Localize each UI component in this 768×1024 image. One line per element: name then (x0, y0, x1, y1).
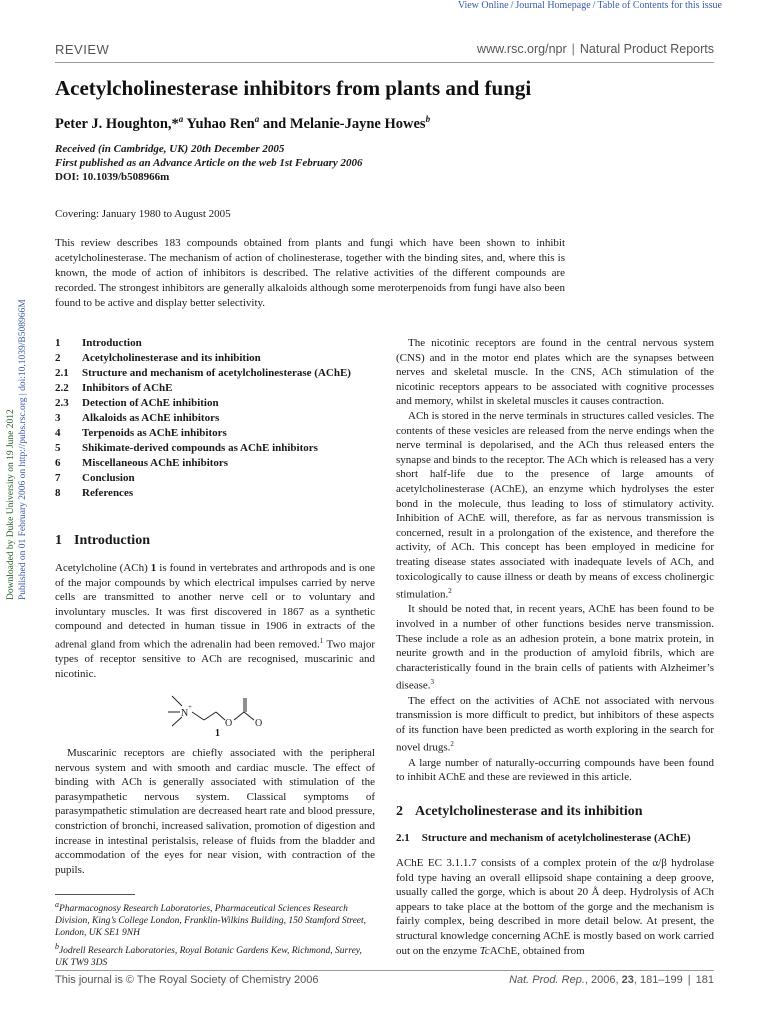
toc-number: 6 (55, 457, 61, 469)
toc-item (55, 411, 375, 426)
citation-marker: 1 (319, 636, 324, 645)
compound-reference: 1 (150, 562, 157, 574)
section-number: 2 (396, 804, 403, 819)
view-online-link[interactable]: View Online (457, 0, 509, 11)
author-name: Peter J. Houghton,* (55, 115, 179, 132)
doi: DOI: 10.1039/b508966m (55, 171, 170, 183)
first-published: First published as an Advance Article on the web 1st February 2006 (55, 157, 363, 169)
compound-number: 1 (215, 728, 220, 739)
affiliation-marker: a (178, 114, 184, 124)
paragraph-text: ACh is stored in the nerve terminals in structures called vesicles. The contents of these vesicles are released from the nerve endings when the nerve terminal is depolarised, and the ACh thus released enters the synapse and binds to the receptor. The ACh which is released has a very short half-life due to the presence of large amounts of acetylcholinesterase (AChE), an enzyme which hydrolyses the ester bond in the molecule, thus leading to loss of stimulatory activity. Inhibition of AChE will, therefore, as far as nervous transmission is concerned, result in a prolongation of the existence, and therefore the activity, of ACh. This concept has been employed in medicine for treating disease states associated with inadequate levels of ACh, and toxicologically to cause illness or death by means of excess cholinergic stimulation. (396, 409, 714, 601)
paragraph-text: A large number of naturally-occurring compounds have been found to inhibit AChE and these are reviewed in this article. (396, 756, 714, 784)
side-watermark (6, 260, 28, 600)
toc-number: 2.3 (55, 397, 69, 409)
affiliations (55, 899, 375, 971)
author-name: and Melanie-Jayne Howes (259, 115, 426, 132)
toc-label: Terpenoids as AChE inhibitors (82, 427, 227, 439)
footnote-divider (55, 894, 135, 895)
toc-label: Structure and mechanism of acetylcholinesterase (AChE) (82, 367, 351, 379)
toc-number: 2.1 (55, 367, 69, 379)
section-title: Acetylcholinesterase and its inhibition (415, 804, 643, 819)
article-meta (55, 142, 363, 184)
affiliation-marker: a (254, 114, 260, 124)
toc-item (55, 351, 375, 366)
covering-period: Covering: January 1980 to August 2005 (55, 208, 231, 220)
toc-number: 2 (55, 352, 61, 364)
toc-label: Acetylcholinesterase and its inhibition (82, 352, 261, 364)
received-date: Received (in Cambridge, UK) 20th December 2005 (55, 143, 285, 155)
section-label: REVIEW (55, 42, 110, 57)
paragraph-text: The nicotinic receptors are found in the central nervous system (CNS) and in the motor end plates which are the synapses between nerves and skeletal muscle. In the CNS, ACh stimulation of the nicotinic receptors appears to be associated with cognitive processes and memory, whilst in skeletal muscles it causes contraction. (396, 337, 714, 408)
affiliation-marker: b (425, 114, 431, 124)
toc-label: Miscellaneous AChE inhibitors (82, 457, 229, 469)
paragraph (396, 602, 714, 693)
toc-label: Detection of AChE inhibition (82, 397, 219, 409)
section-number: 1 (55, 533, 62, 548)
subsection-number: 2.1 (396, 832, 410, 844)
affiliation-marker: b (55, 942, 59, 952)
toc-item (55, 441, 375, 456)
table-of-contents (55, 336, 375, 501)
paragraph (396, 336, 714, 409)
toc-label: Shikimate-derived compounds as AChE inhibitors (82, 442, 318, 454)
copyright-notice: This journal is © The Royal Society of Chemistry 2006 (55, 974, 319, 986)
toc-label: Conclusion (82, 472, 135, 484)
section-title: Introduction (74, 533, 150, 548)
paragraph-text: is found in vertebrates and arthropods and is one of the major compounds by which electrical impulses carried by nerve cells are transmitted to another nerve cell or to voluntary and involuntary muscles. It was first discovered in 1867 as a synthetic compound and detected in human tissue in 1906 in extracts of the adrenal gland from which the adrenalin had been removed. (55, 562, 375, 651)
nitrogen-label: N (181, 708, 189, 719)
page-range: , 181–199 (633, 974, 683, 986)
journal-homepage-link[interactable]: Journal Homepage (515, 0, 591, 11)
volume: 23 (621, 974, 634, 986)
toc-item (55, 396, 375, 411)
subsection-title: Structure and mechanism of acetylcholinesterase (AChE) (421, 832, 691, 844)
paragraph (396, 756, 714, 785)
author-list (55, 114, 430, 133)
right-column (396, 336, 714, 785)
paragraph-text: It should be noted that, in recent years, AChE has been found to be involved in a number of other functions besides nerve transmission. These include a role as an adhesion protein, a bone matrix protein, in neurite growth and in the production of amyloid fibrils, which are characteristically found in the brain cells of patients with Alzheimer’s disease. (396, 603, 714, 692)
charge-label: + (188, 703, 192, 711)
article-title: Acetylcholinesterase inhibitors from plants and fungi (55, 76, 532, 100)
paragraph-text: The effect on the activities of AChE not associated with nervous transmission is more difficult to predict, but inhibitors of these aspects of its function have been predicted as worth exploring in the search for novel drugs. (396, 694, 714, 754)
toc-number: 4 (55, 427, 61, 439)
intro-paragraph-2 (55, 746, 375, 877)
section-heading-ache-inhibition (396, 804, 643, 820)
paragraph-text: Acetylcholine (ACh) (55, 562, 151, 574)
paragraph-text: Muscarinic receptors are chiefly associated with the peripheral nervous system and with smooth and cardiac muscle. The effect of binding with ACh is generally associated with stimulation of the parasympathetic nervous system. Classical symptoms of parasympathetic stimulation are decreased heart rate and blood pressure, constriction of bronchi, increased salivation, promotion of digestion and increase in intestinal peristalsis, release of fluids from the bladder and accommodation of the eyes for near vision, with contraction of the pupils. (55, 747, 375, 876)
toc-number: 8 (55, 487, 61, 499)
toc-item (55, 456, 375, 471)
toc-item (55, 471, 375, 486)
toc-item (55, 336, 375, 351)
affiliation-a (55, 899, 375, 939)
carbonyl-oxygen-label: O (255, 718, 263, 729)
citation-marker: 2 (448, 587, 452, 596)
table-of-contents-link[interactable]: Table of Contents for this issue (597, 0, 722, 11)
toc-label: References (82, 487, 134, 499)
intro-paragraph-1 (55, 561, 375, 681)
journal-name: Natural Product Reports (579, 42, 714, 56)
header-divider (55, 62, 714, 63)
journal-url[interactable]: www.rsc.org/npr (477, 42, 567, 56)
journal-header: www.rsc.org/npr | Natural Product Reports (477, 42, 714, 56)
toc-number: 5 (55, 442, 61, 454)
toc-number: 1 (55, 337, 61, 349)
toc-item (55, 381, 375, 396)
paragraph-text: AChE, obtained from (489, 944, 585, 957)
footer-divider (55, 970, 714, 971)
abstract: This review describes 183 compounds obtained from plants and fungi which have been shown to inhibit acetylcholinesterase. The mechanism of action of cholinesterase, together with the binding sites, and, where this is known, the mode of action of inhibitors is described. The relative activities of the different compounds are recorded. The strongest inhibitors are generally alkaloids although some meroterpenoids from fungi have also been found to be active and display better selectivity. (55, 237, 565, 309)
species-abbrev: Tc (479, 944, 490, 957)
toc-number: 3 (55, 412, 61, 424)
toc-number: 2.2 (55, 382, 69, 394)
citation-footer: Nat. Prod. Rep., 2006, 23, 181–199 | 181 (509, 974, 714, 986)
paragraph-text: AChE EC 3.1.1.7 consists of a complex protein of the α/β hydrolase fold type having an overall ellipsoid shape containing a deep groove, usually called the gorge, which is about 20 Å deep. Hydrolysis of ACh appears to take place at the bottom of the gorge and the mechanism is fairly complex, being described in more detail below. At present, the structural knowledge concerning AChE is mostly based on work carried out on the enzyme (396, 857, 714, 957)
toc-label: Introduction (82, 337, 142, 349)
downloaded-notice: Downloaded by Duke University on 19 June 2012 (6, 409, 16, 600)
citation-marker: 2 (450, 740, 454, 749)
year: , 2006, (584, 974, 622, 986)
ester-oxygen-label: O (225, 718, 233, 729)
affiliation-text: Pharmacognosy Research Laboratories, Pharmaceutical Sciences Research Division, King’s College London, Franklin-Wilkins Building, 150 Stamford Street, London, UK SE1 9NH (55, 904, 367, 939)
affiliation-marker: a (55, 900, 59, 909)
paragraph (396, 694, 714, 756)
toc-item (55, 366, 375, 381)
affiliation-text: Jodrell Research Laboratories, Royal Botanic Gardens Kew, Richmond, Surrey, UK TW9 3DS (55, 946, 362, 969)
paragraph (396, 409, 714, 602)
paragraph-text: Two major types of receptor sensitive to ACh are recognised, muscarinic and nicotinic. (55, 638, 376, 680)
toc-item (55, 486, 375, 501)
top-links: View Online / Journal Homepage / Table of Contents for this issue (457, 0, 722, 11)
section-heading-introduction (55, 533, 150, 549)
citation-marker: 3 (430, 678, 435, 687)
toc-label: Inhibitors of AChE (82, 382, 173, 394)
page-number: 181 (695, 974, 714, 986)
journal-abbrev: Nat. Prod. Rep. (509, 974, 585, 986)
affiliation-b (55, 941, 375, 969)
toc-item (55, 426, 375, 441)
toc-label: Alkaloids as AChE inhibitors (82, 412, 220, 424)
published-notice[interactable]: Published on 01 February 2006 on http://pubs.rsc.org | doi:10.1039/B508966M (18, 299, 28, 600)
subsection-heading-structure (396, 832, 691, 844)
structure-paragraph (396, 856, 714, 958)
author-name: Yuhao Ren (183, 115, 255, 132)
toc-number: 7 (55, 472, 61, 484)
